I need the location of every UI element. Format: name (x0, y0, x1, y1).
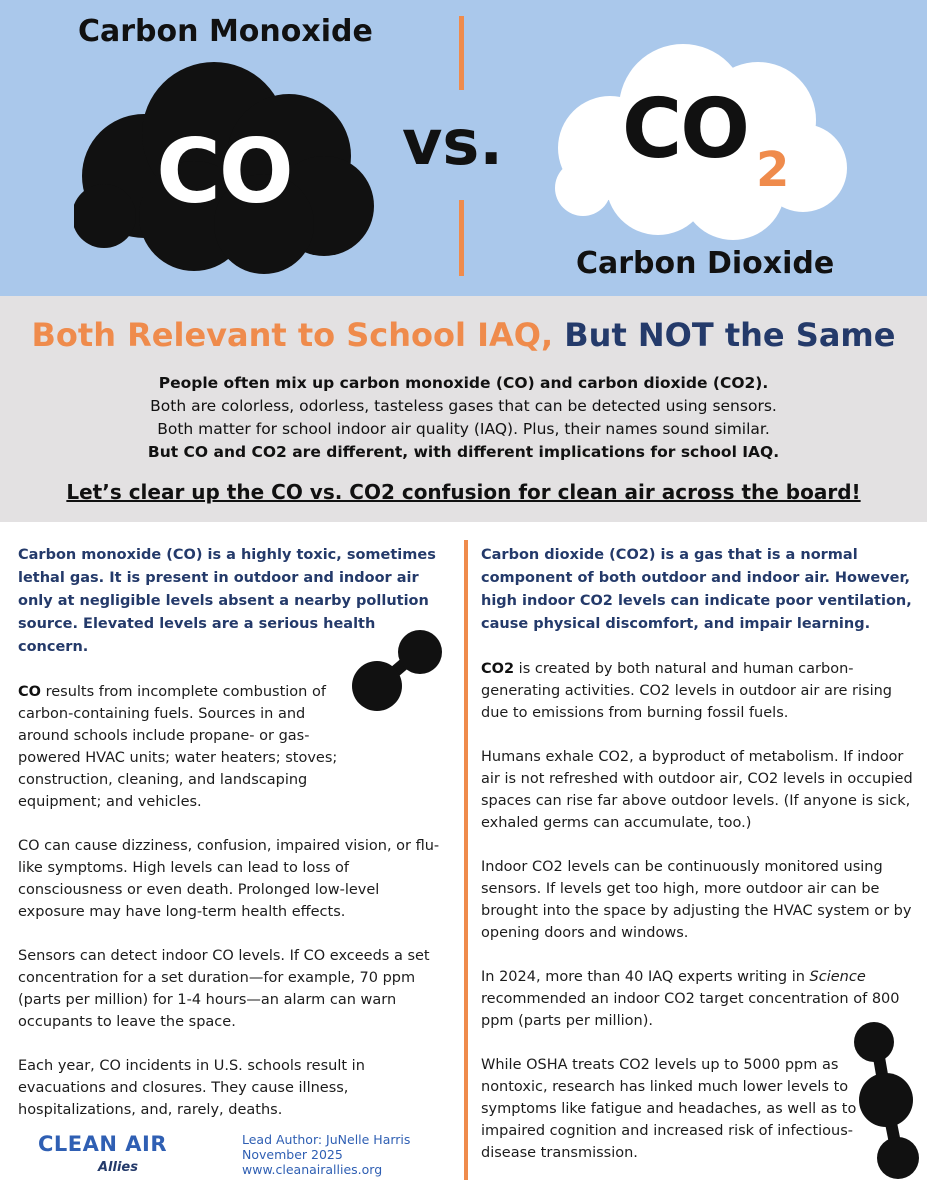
intro-line-1: People often mix up carbon monoxide (CO) and carbon dioxide (CO2). (158, 374, 769, 392)
publish-date: November 2025 (242, 1147, 343, 1162)
co2-paragraph-4-post: recommended an indoor CO2 target concentration of 800 ppm (parts per million). (481, 991, 900, 1029)
intro-line-3: Both matter for school indoor air quality (IAQ). Plus, their names sound similar. (157, 420, 770, 438)
clean-air-logo: CLEAN AIR (38, 1132, 168, 1156)
co-paragraph-2: CO can cause dizziness, confusion, impaired vision, or flu-like symptoms. High levels can lead to loss of consciousness or even death. Prolonged low-level exposure may have long-term health effects. (18, 838, 440, 920)
headline-part1: Both Relevant to School IAQ, (31, 316, 554, 354)
co-paragraph-4: Each year, CO incidents in U.S. schools result in evacuations and closures. They cause illness, hospitalizations, and, rarely, deaths. (18, 1058, 365, 1118)
co2-term: CO2 (481, 661, 515, 677)
callout-text: Let’s clear up the CO vs. CO2 confusion for clean air across the board! (66, 480, 861, 504)
co-paragraph-3: Sensors can detect indoor CO levels. If CO exceeds a set concentration for a set duration—for example, 70 ppm (parts per million) for 1-4 hours—an alarm can warn occupants to leave the space. (18, 948, 430, 1030)
co2-paragraph-5: While OSHA treats CO2 levels up to 5000 ppm as nontoxic, research has linked much lower levels to symptoms like fatigue and headaches, as well as to impaired cognition and increased risk of infectious-disease transmission. (481, 1057, 857, 1161)
intro-line-4: But CO and CO2 are different, with different implications for school IAQ. (147, 443, 780, 461)
co2-paragraph-1 (481, 658, 917, 724)
co2-paragraph-1-text: is created by both natural and human carbon-generating activities. CO2 levels in outdoor air are rising due to emissions from burning fossil fuels. (481, 661, 893, 721)
co2-paragraph-2: Humans exhale CO2, a byproduct of metabolism. If indoor air is not refreshed with outdoor air, CO2 levels in occupied spaces can rise far above outdoor levels. (If anyone is sick, exhaled germs can accumulate, too.) (481, 749, 913, 831)
intro-text (0, 372, 927, 464)
co2-lead: Carbon dioxide (CO2) is a gas that is a normal component of both outdoor and indoor air. However, high indoor CO2 levels can indicate poor ventilation, cause physical discomfort, and impair learning. (481, 547, 912, 632)
header-divider-bottom (459, 200, 464, 276)
header-divider-top (459, 16, 464, 90)
headline (0, 316, 927, 354)
co2-subscript: 2 (756, 142, 790, 198)
co-molecule-icon (350, 628, 446, 712)
co-title: Carbon Monoxide (78, 14, 373, 49)
intro-band (0, 296, 927, 522)
headline-part2: But NOT the Same (564, 316, 896, 354)
credits (242, 1132, 410, 1177)
lead-author: Lead Author: JuNelle Harris (242, 1132, 411, 1147)
co-lead: Carbon monoxide (CO) is a highly toxic, sometimes lethal gas. It is present in outdoor and indoor air only at negligible levels absent a nearby pollution source. Elevated levels are a serious health concern. (18, 547, 436, 655)
co-paragraph-1-text: results from incomplete combustion of carbon-containing fuels. Sources in and around schools include propane- or gas-powered HVAC units; water heaters; stoves; construction, cleaning, and landscaping equipment; and vehicles. (18, 684, 338, 810)
clean-air-logo-sub: Allies (98, 1160, 138, 1175)
vs-text: vs. (402, 106, 503, 179)
co-term: CO (18, 684, 41, 700)
intro-line-2: Both are colorless, odorless, tasteless gases that can be detected using sensors. (150, 397, 777, 415)
co2-paragraph-3: Indoor CO2 levels can be continuously monitored using sensors. If levels get too high, more outdoor air can be brought into the space by adjusting the HVAC system or by opening doors and windows. (481, 859, 912, 941)
co-symbol: CO (156, 120, 292, 223)
co2-paragraph-4-pre: In 2024, more than 40 IAQ experts writing in (481, 969, 810, 985)
header-banner (0, 0, 927, 296)
co2-molecule-icon (838, 1020, 922, 1180)
co2-symbol: CO (622, 82, 748, 177)
science-journal-name: Science (809, 969, 866, 985)
website-link[interactable]: www.cleanairallies.org (242, 1162, 383, 1177)
column-divider (464, 540, 468, 1180)
co2-title: Carbon Dioxide (576, 246, 835, 281)
